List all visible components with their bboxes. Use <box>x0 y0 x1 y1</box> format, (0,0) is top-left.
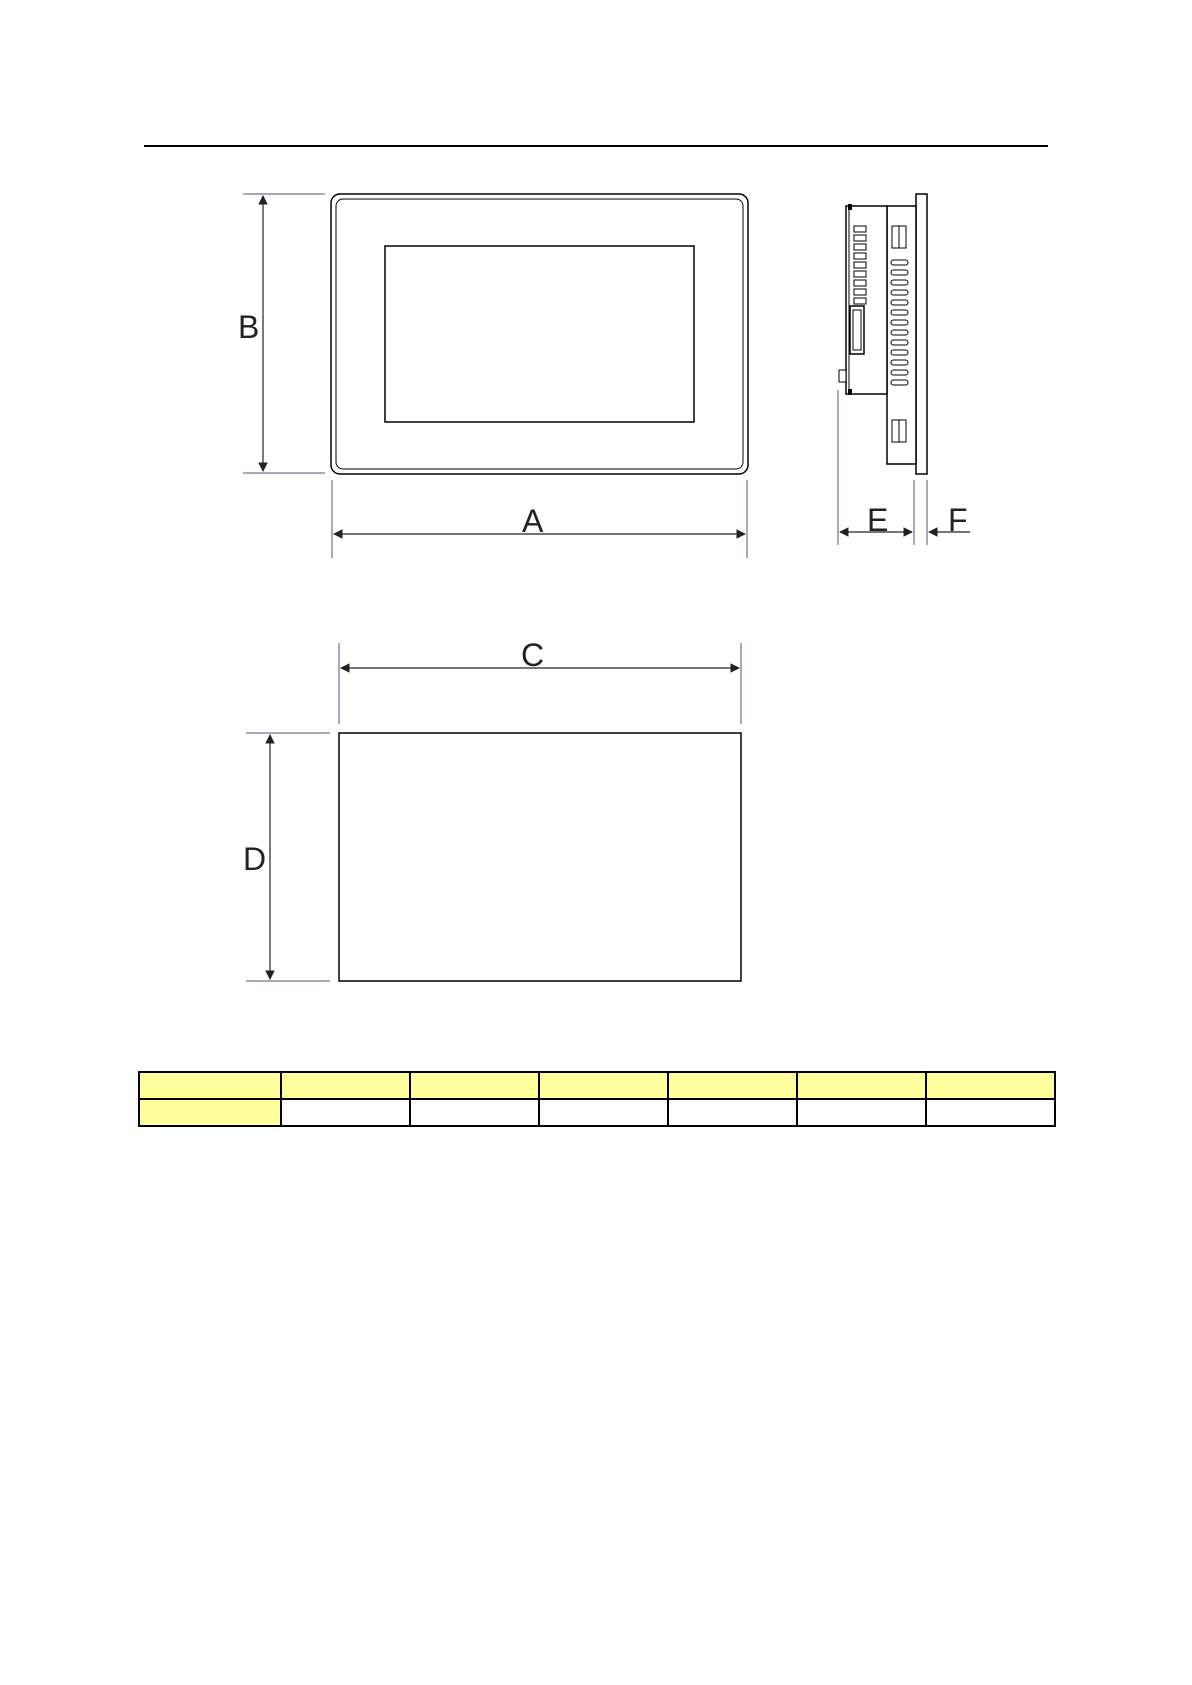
dimension-label-e: E <box>867 502 889 538</box>
table-row <box>139 1099 1055 1126</box>
table-cell <box>139 1099 281 1126</box>
side-port <box>850 306 864 354</box>
table-cell <box>139 1072 281 1099</box>
side-front-panel <box>916 194 927 474</box>
table-cell <box>797 1099 926 1126</box>
table-cell <box>410 1072 539 1099</box>
dimension-label-f: F <box>948 502 968 538</box>
dimension-label-a: A <box>522 503 544 539</box>
table-cell <box>926 1072 1055 1099</box>
dimension-b <box>238 194 325 473</box>
table-cell <box>539 1099 668 1126</box>
table-cell <box>797 1072 926 1099</box>
front-screen <box>385 246 694 422</box>
table-cell <box>410 1099 539 1126</box>
table-cell <box>281 1099 410 1126</box>
table-cell <box>926 1099 1055 1126</box>
side-view <box>839 194 927 474</box>
dimension-f <box>927 480 970 545</box>
table-cell <box>668 1072 797 1099</box>
front-bezel-outer <box>331 194 748 474</box>
table-cell <box>281 1072 410 1099</box>
dimension-a <box>332 480 747 558</box>
panel-cutout <box>339 733 741 981</box>
table-cell <box>539 1072 668 1099</box>
dimension-label-c: C <box>521 637 545 673</box>
dimension-c <box>339 637 741 724</box>
dimension-label-d: D <box>243 841 267 877</box>
dimensions-table <box>138 1071 1056 1127</box>
front-view <box>331 194 748 474</box>
dimension-d <box>243 733 330 981</box>
table-header-row <box>139 1072 1055 1099</box>
table-cell <box>668 1099 797 1126</box>
dimension-label-b: B <box>238 309 260 345</box>
front-bezel-inner <box>336 199 743 469</box>
